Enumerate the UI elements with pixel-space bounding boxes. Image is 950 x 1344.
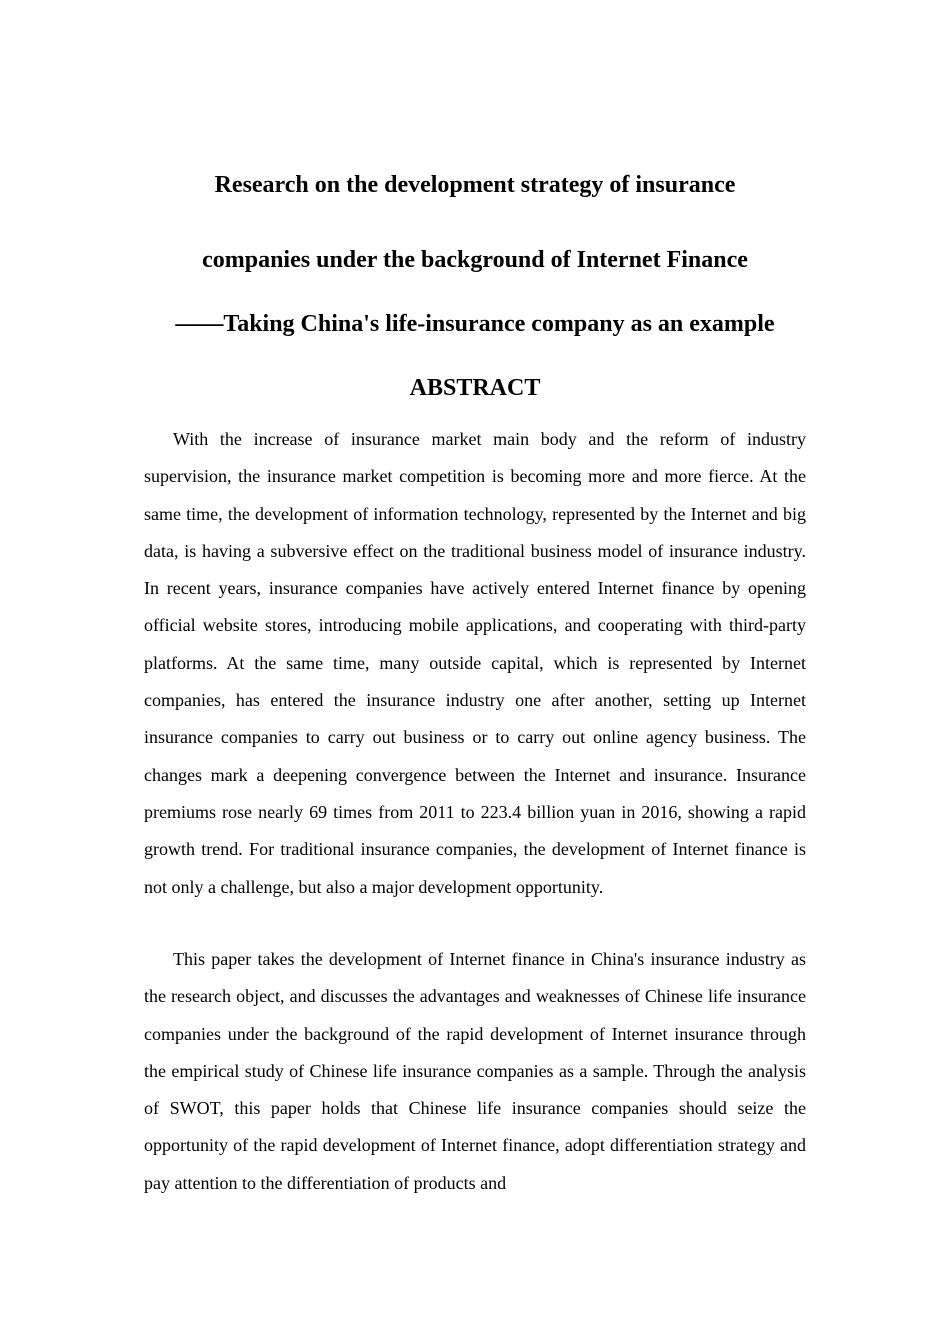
paper-title-line-1: Research on the development strategy of insurance bbox=[214, 172, 736, 198]
abstract-heading: ABSTRACT bbox=[409, 375, 541, 401]
paper-subtitle: ——Taking China's life-insurance company as an example bbox=[175, 311, 775, 337]
paper-title-line-2: companies under the background of Internet Finance bbox=[202, 247, 748, 273]
abstract-paragraph-1: With the increase of insurance market main body and the reform of industry supervision, the insurance market competition is becoming more and more fierce. At the same time, the development of information technology, represented by the Internet and big data, is having a subversive effect on the traditional business model of insurance industry. In recent years, insurance companies have actively entered Internet finance by opening official website stores, introducing mobile applications, and cooperating with third-party platforms. At the same time, many outside capital, which is represented by Internet companies, has entered the insurance industry one after another, setting up Internet insurance companies to carry out business or to carry out online agency business. The changes mark a deepening convergence between the Internet and insurance. Insurance premiums rose nearly 69 times from 2011 to 223.4 billion yuan in 2016, showing a rapid growth trend. For traditional insurance companies, the development of Internet finance is not only a challenge, but also a major development opportunity. bbox=[144, 429, 806, 897]
abstract-paragraph-2: This paper takes the development of Internet finance in China's insurance industry as the research object, and discusses the advantages and weaknesses of Chinese life insurance companies under the background of the rapid development of Internet insurance through the empirical study of Chinese life insurance companies as a sample. Through the analysis of SWOT, this paper holds that Chinese life insurance companies should seize the opportunity of the rapid development of Internet finance, adopt differentiation strategy and pay attention to the differentiation of products and bbox=[144, 949, 806, 1193]
